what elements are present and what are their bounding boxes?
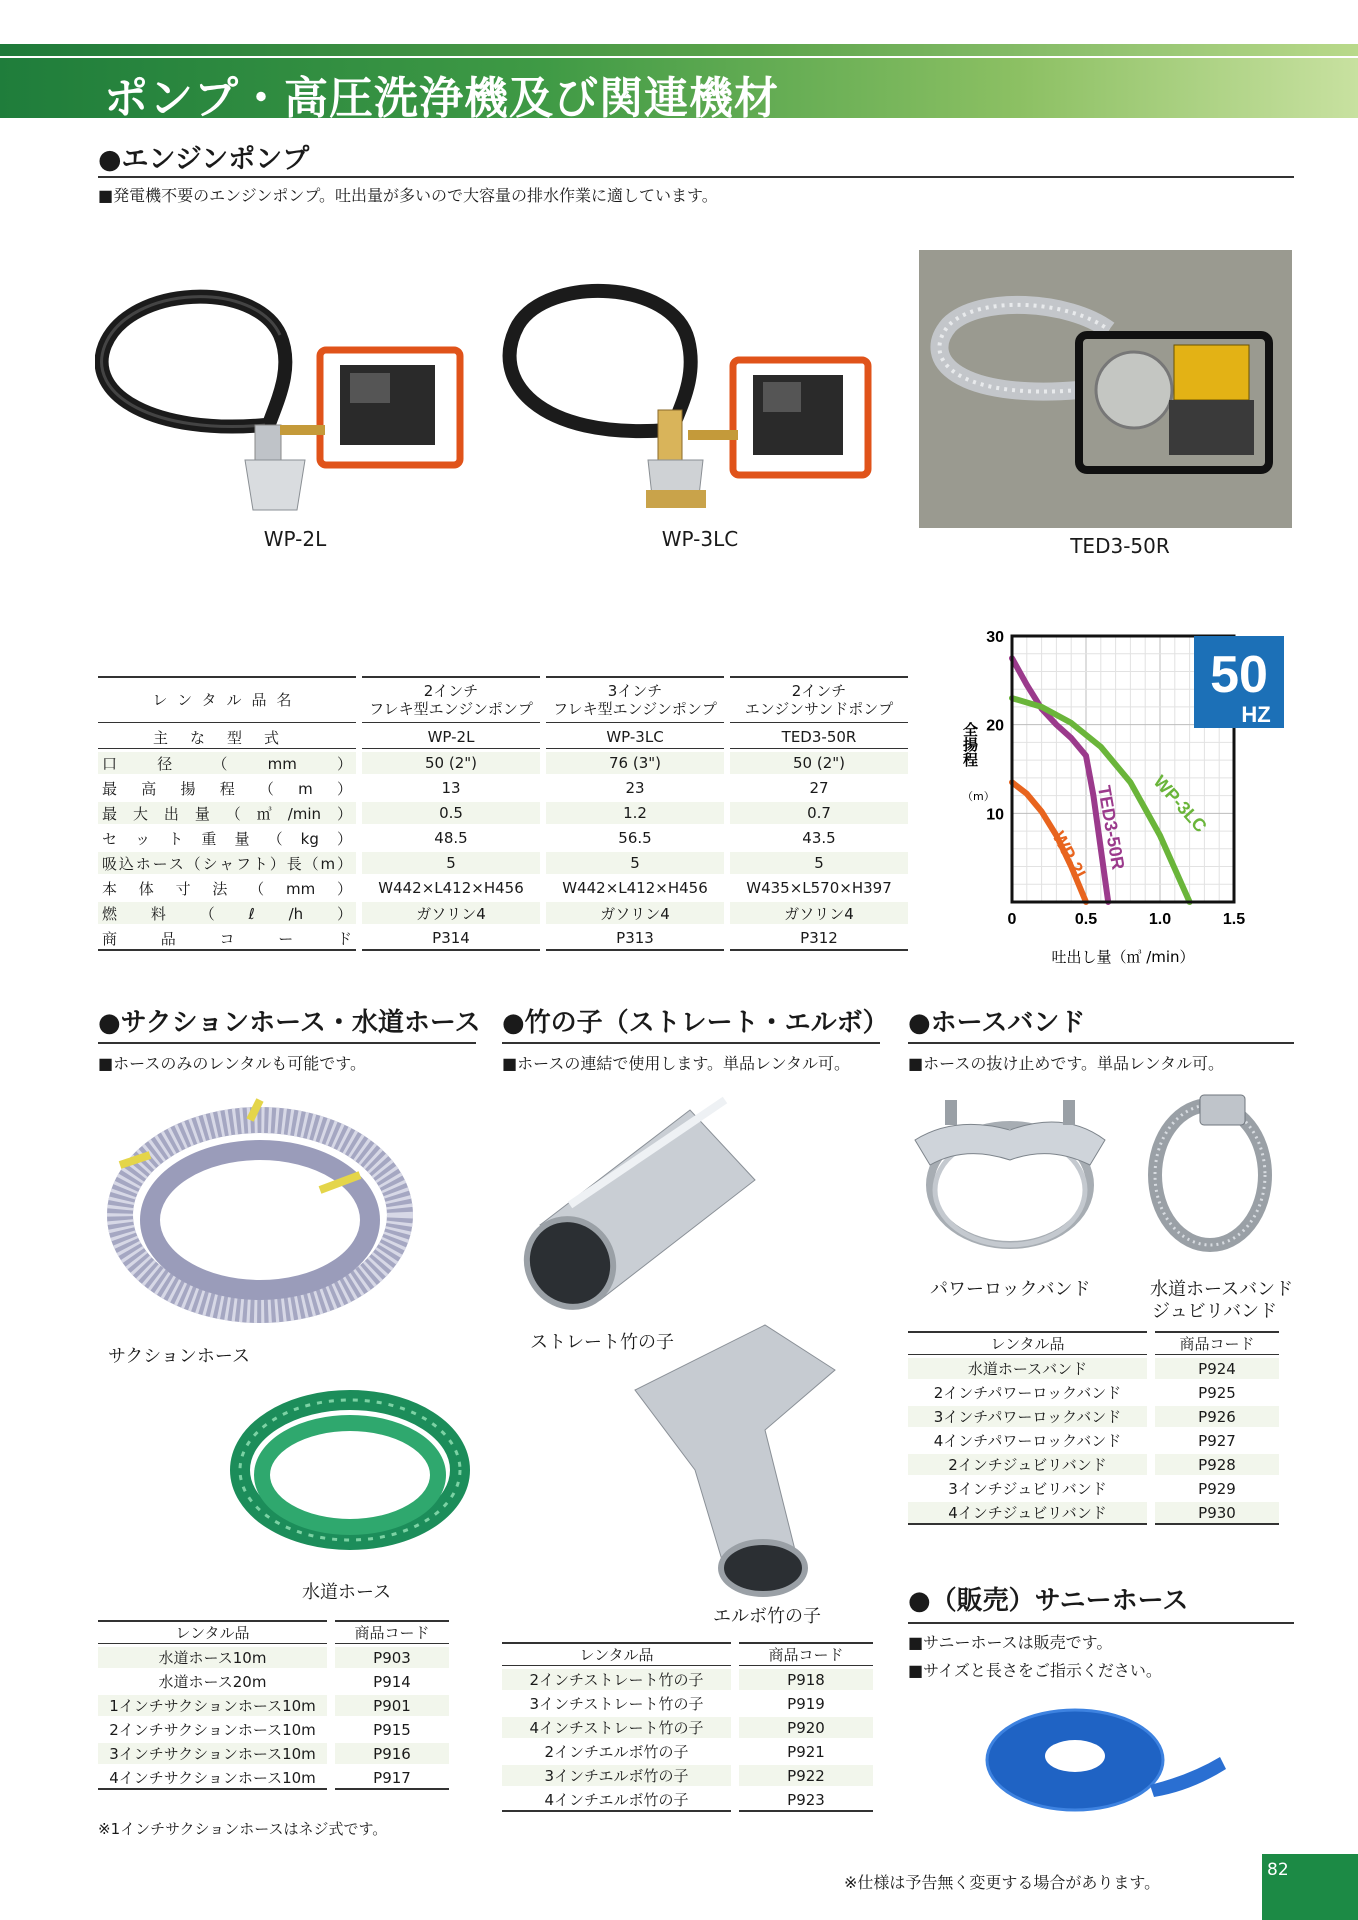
spec-row-label xyxy=(98,777,356,799)
spec-label-unit: 程（m） xyxy=(219,779,352,798)
spec-label-text: 口 xyxy=(102,754,158,773)
straight-coupling-icon xyxy=(510,1095,770,1325)
spec-row xyxy=(98,902,908,924)
code-cell: P928 xyxy=(1155,1454,1279,1475)
item-cell: 4インチジュビリバンド xyxy=(908,1502,1147,1525)
table-header-row xyxy=(908,1331,1279,1355)
code-cell: P916 xyxy=(335,1743,449,1764)
spec-cell: 0.5 xyxy=(362,802,540,824)
powerlock-clamp-icon xyxy=(905,1080,1115,1260)
suction-hose-table-wrapper xyxy=(90,1617,457,1793)
table-row xyxy=(908,1502,1279,1525)
sunny-hose-heading: ●（販売）サニーホース xyxy=(908,1586,1189,1616)
sunny-hose-note-2: ■サイズと長さをご指示ください。 xyxy=(908,1661,1162,1680)
item-cell: 2インチストレート竹の子 xyxy=(502,1669,731,1690)
x-tick-label: 1.5 xyxy=(1222,911,1246,928)
hose-band-heading: ●ホースバンド xyxy=(908,1008,1086,1038)
engine-pump-rule xyxy=(98,176,1294,178)
table-row xyxy=(98,1719,449,1740)
jubilee-band-photo xyxy=(1140,1080,1280,1260)
spec-col-name xyxy=(546,676,724,723)
wp-2l-caption: WP-2L xyxy=(263,527,327,551)
spec-cell: W442×L412×H456 xyxy=(378,879,524,897)
item-cell: 水道ホース20m xyxy=(158,1673,267,1691)
takenoko-rule xyxy=(502,1042,880,1044)
table-row xyxy=(502,1789,873,1812)
item-cell: 2インチサクションホース10m xyxy=(109,1721,316,1739)
item-cell: 2インチパワーロックバンド xyxy=(933,1384,1122,1402)
spec-cell: 27 xyxy=(809,779,829,797)
spec-label-unit: 量（㎥/min） xyxy=(194,804,352,823)
spec-cell: ガソリン4 xyxy=(730,902,908,924)
spec-cell: 1.2 xyxy=(546,802,724,824)
spec-row xyxy=(98,752,908,774)
spec-type-label: 主な型式 xyxy=(98,726,356,749)
spec-cell: 50 (2") xyxy=(362,752,540,774)
y-axis-unit: （m） xyxy=(962,790,995,803)
table-row xyxy=(908,1430,1279,1451)
spec-label-unit: 径（mm） xyxy=(157,754,352,773)
spec-col-kind: フレキ型エンジンポンプ xyxy=(553,700,717,718)
jubilee-band-caption-line1: 水道ホースバンド xyxy=(1150,1279,1294,1300)
flexible-shaft-engine-pump-icon xyxy=(498,280,888,515)
code-cell: P929 xyxy=(1198,1479,1236,1498)
elbow-coupling-icon xyxy=(625,1320,855,1600)
sunny-hose-photo xyxy=(980,1690,1230,1820)
spec-label-unit: 量（kg） xyxy=(234,829,352,848)
table-row xyxy=(908,1406,1279,1427)
wp-3lc-photo xyxy=(498,280,888,515)
spec-label-unit: 料（ℓ/h） xyxy=(150,904,352,923)
table-row xyxy=(98,1743,449,1764)
page-title: ポンプ・高圧洗浄機及び関連機材 xyxy=(104,73,779,124)
straight-takenoko-caption: ストレート竹の子 xyxy=(530,1332,674,1353)
code-cell: P930 xyxy=(1155,1502,1279,1525)
suction-hose-icon xyxy=(100,1090,430,1340)
table-header-row xyxy=(98,1620,449,1644)
spec-row-label xyxy=(98,877,356,899)
ted3-50r-photo xyxy=(919,250,1292,528)
spec-row-label xyxy=(98,927,356,951)
table-row xyxy=(502,1693,873,1714)
item-cell: 4インチサクションホース10m xyxy=(98,1767,327,1790)
code-cell: P919 xyxy=(787,1694,825,1713)
jubilee-band-caption-line2: ジュビリバンド xyxy=(1152,1301,1278,1322)
performance-chart-svg xyxy=(950,622,1290,972)
spec-type-cell: WP-3LC xyxy=(546,726,724,749)
col-header-item: レンタル品 xyxy=(908,1331,1147,1355)
table-header-row xyxy=(502,1642,873,1666)
water-hose-icon xyxy=(225,1375,475,1575)
spec-table xyxy=(92,673,914,954)
spec-label-text: セット重 xyxy=(102,829,235,848)
spec-col-size: 2インチ xyxy=(791,682,847,700)
item-cell: 1インチサクションホース10m xyxy=(98,1695,327,1716)
code-cell: P901 xyxy=(335,1695,449,1716)
spec-cell: W442×L412×H456 xyxy=(562,879,708,897)
sunny-hose-rule xyxy=(908,1622,1294,1624)
table-row xyxy=(908,1454,1279,1475)
hz-badge-value: 50 xyxy=(1210,646,1268,704)
hose-band-table-wrapper xyxy=(900,1328,1287,1528)
hose-band-note: ■ホースの抜け止めです。単品レンタル可。 xyxy=(908,1054,1224,1073)
engine-pump-heading: ●エンジンポンプ xyxy=(98,144,310,175)
table-row xyxy=(502,1669,873,1690)
table-row xyxy=(98,1671,449,1692)
spec-cell: 23 xyxy=(625,779,645,797)
performance-chart xyxy=(950,622,1290,972)
spec-row xyxy=(98,852,908,874)
code-cell: P918 xyxy=(739,1669,873,1690)
powerlock-band-photo xyxy=(905,1080,1115,1260)
col-header-code: 商品コード xyxy=(739,1642,873,1666)
y-tick-label: 20 xyxy=(986,717,1004,735)
y-tick-label: 30 xyxy=(986,629,1004,646)
takenoko-heading: ●竹の子（ストレート・エルボ） xyxy=(502,1008,889,1038)
item-cell: 水道ホースバンド xyxy=(908,1358,1147,1379)
table-row xyxy=(908,1478,1279,1499)
code-cell: P915 xyxy=(373,1720,411,1739)
code-cell: P917 xyxy=(335,1767,449,1790)
spec-type-row xyxy=(98,726,908,749)
spec-cell: 56.5 xyxy=(618,829,652,847)
item-cell: 3インチジュビリバンド xyxy=(948,1480,1107,1498)
code-cell: P903 xyxy=(335,1647,449,1668)
code-cell: P914 xyxy=(373,1672,411,1691)
spec-cell: 43.5 xyxy=(802,829,836,847)
item-cell: 3インチエルボ竹の子 xyxy=(502,1765,731,1786)
table-row xyxy=(98,1695,449,1716)
item-cell: 4インチエルボ竹の子 xyxy=(502,1789,731,1812)
spec-name-label: レンタル品名 xyxy=(98,676,356,723)
spec-cell: 5 xyxy=(546,852,724,874)
spec-col-kind: エンジンサンドポンプ xyxy=(744,700,894,718)
x-tick-label: 0.5 xyxy=(1074,911,1098,928)
spec-header-row xyxy=(98,676,908,723)
suction-hose-note: ■ホースのみのレンタルも可能です。 xyxy=(98,1054,366,1073)
item-cell: 3インチストレート竹の子 xyxy=(529,1695,704,1713)
spec-label-text: 商品コード xyxy=(102,929,352,948)
item-cell: 水道ホース10m xyxy=(98,1647,327,1668)
suction-hose-photo xyxy=(100,1090,430,1340)
suction-hose-heading: ●サクションホース・水道ホース xyxy=(98,1008,481,1038)
item-cell: 3インチパワーロックバンド xyxy=(908,1406,1147,1427)
code-cell: P920 xyxy=(739,1717,873,1738)
page-number-box xyxy=(1262,1854,1358,1920)
x-axis-label: 吐出し量（㎥ /min） xyxy=(1051,948,1195,966)
suction-hose-footnote: ※1インチサクションホースはネジ式です。 xyxy=(98,1820,388,1838)
elbow-takenoko-caption: エルボ竹の子 xyxy=(713,1606,821,1627)
jubilee-clamp-icon xyxy=(1140,1080,1280,1260)
engine-pump-note: ■発電機不要のエンジンポンプ。吐出量が多いので大容量の排水作業に適しています。 xyxy=(98,186,718,205)
spec-row-label xyxy=(98,752,356,774)
spec-row xyxy=(98,802,908,824)
spec-row xyxy=(98,777,908,799)
col-header-item: レンタル品 xyxy=(502,1642,731,1666)
col-header-item: レンタル品 xyxy=(98,1620,327,1644)
code-cell: P927 xyxy=(1198,1431,1236,1450)
takenoko-table xyxy=(494,1639,881,1815)
sunny-hose-note-1: ■サニーホースは販売です。 xyxy=(908,1633,1113,1652)
spec-cell: ガソリン4 xyxy=(362,902,540,924)
table-row xyxy=(98,1767,449,1790)
wp-2l-photo xyxy=(95,285,475,515)
spec-col-size: 3インチ xyxy=(607,682,663,700)
item-cell: 2インチエルボ竹の子 xyxy=(544,1743,689,1761)
spec-label-text: 本体寸 xyxy=(102,879,213,898)
table-row xyxy=(98,1647,449,1668)
spec-col-name xyxy=(362,676,540,723)
takenoko-table-wrapper xyxy=(494,1639,881,1815)
hz-badge-unit: HZ xyxy=(1241,702,1271,727)
item-cell: 3インチサクションホース10m xyxy=(98,1743,327,1764)
y-axis-label: 全揚程 xyxy=(961,722,979,767)
suction-hose-table xyxy=(90,1617,457,1793)
water-hose-photo xyxy=(225,1375,475,1575)
footer-disclaimer: ※仕様は予告無く変更する場合があります。 xyxy=(844,1873,1161,1892)
code-cell: P921 xyxy=(787,1742,825,1761)
code-cell: P924 xyxy=(1155,1358,1279,1379)
spec-cell: 5 xyxy=(730,852,908,874)
series-label-wp-3lc: WP-3LC xyxy=(1149,771,1211,837)
spec-cell: P312 xyxy=(730,927,908,951)
spec-label-text: 最高揚 xyxy=(102,779,220,798)
spec-col-size: 2インチ xyxy=(423,682,479,700)
spec-type-cell: WP-2L xyxy=(362,726,540,749)
spec-cell: 50 (2") xyxy=(730,752,908,774)
code-cell: P923 xyxy=(739,1789,873,1812)
code-cell: P922 xyxy=(739,1765,873,1786)
page-number: 82 xyxy=(1267,1860,1289,1880)
elbow-takenoko-photo xyxy=(625,1320,855,1600)
y-tick-label: 10 xyxy=(986,806,1004,824)
x-tick-label: 1.0 xyxy=(1148,911,1172,928)
suction-hose-rule xyxy=(98,1042,476,1044)
spec-label-unit: 法（mm） xyxy=(212,879,352,898)
flexible-shaft-engine-pump-icon xyxy=(95,285,475,515)
spec-cell: ガソリン4 xyxy=(546,902,724,924)
col-header-code: 商品コード xyxy=(335,1620,449,1644)
table-row xyxy=(502,1717,873,1738)
spec-cell: P313 xyxy=(546,927,724,951)
table-row xyxy=(908,1382,1279,1403)
spec-cell: W435×L570×H397 xyxy=(746,879,892,897)
powerlock-band-caption: パワーロックバンド xyxy=(930,1279,1091,1300)
spec-row xyxy=(98,827,908,849)
lay-flat-hose-icon xyxy=(980,1690,1230,1820)
table-row xyxy=(502,1765,873,1786)
table-row xyxy=(908,1358,1279,1379)
spec-row-label xyxy=(98,827,356,849)
spec-type-cell: TED3-50R xyxy=(730,726,908,749)
engine-sand-pump-icon xyxy=(919,250,1292,528)
spec-cell: 0.7 xyxy=(730,802,908,824)
item-cell: 4インチストレート竹の子 xyxy=(502,1717,731,1738)
spec-cell: 76 (3") xyxy=(546,752,724,774)
spec-table-wrapper xyxy=(92,673,914,954)
hose-band-table xyxy=(900,1328,1287,1528)
spec-col-name xyxy=(730,676,908,723)
series-label-ted3-50r: TED3-50R xyxy=(1093,783,1129,872)
spec-row xyxy=(98,877,908,899)
hose-band-rule xyxy=(908,1042,1294,1044)
spec-cell: 13 xyxy=(441,779,461,797)
spec-row-label xyxy=(98,852,356,874)
spec-label-text: 燃 xyxy=(102,904,151,923)
table-row xyxy=(502,1741,873,1762)
suction-hose-caption: サクションホース xyxy=(108,1346,251,1367)
spec-cell: P314 xyxy=(362,927,540,951)
straight-takenoko-photo xyxy=(510,1095,770,1325)
spec-label-text: 最大出 xyxy=(102,804,195,823)
header-top-stripe xyxy=(0,44,1358,56)
spec-col-kind: フレキ型エンジンポンプ xyxy=(369,700,533,718)
spec-cell: 5 xyxy=(362,852,540,874)
spec-row-label xyxy=(98,802,356,824)
code-cell: P926 xyxy=(1155,1406,1279,1427)
col-header-code: 商品コード xyxy=(1155,1331,1279,1355)
item-cell: 2インチジュビリバンド xyxy=(908,1454,1147,1475)
water-hose-caption: 水道ホース xyxy=(302,1582,392,1603)
takenoko-note: ■ホースの連結で使用します。単品レンタル可。 xyxy=(502,1054,850,1073)
spec-row-label xyxy=(98,902,356,924)
series-label-wp-2l: WP-2L xyxy=(1048,827,1093,887)
spec-row xyxy=(98,927,908,951)
wp-3lc-caption: WP-3LC xyxy=(661,527,739,551)
ted3-50r-caption: TED3-50R xyxy=(1070,534,1170,558)
x-tick-label: 0 xyxy=(1007,911,1017,928)
spec-cell: 48.5 xyxy=(434,829,468,847)
code-cell: P925 xyxy=(1198,1383,1236,1402)
spec-label-text: 吸込ホース（シャフト）長 xyxy=(102,854,304,873)
spec-label-unit: （m） xyxy=(303,854,352,873)
item-cell: 4インチパワーロックバンド xyxy=(933,1432,1122,1450)
